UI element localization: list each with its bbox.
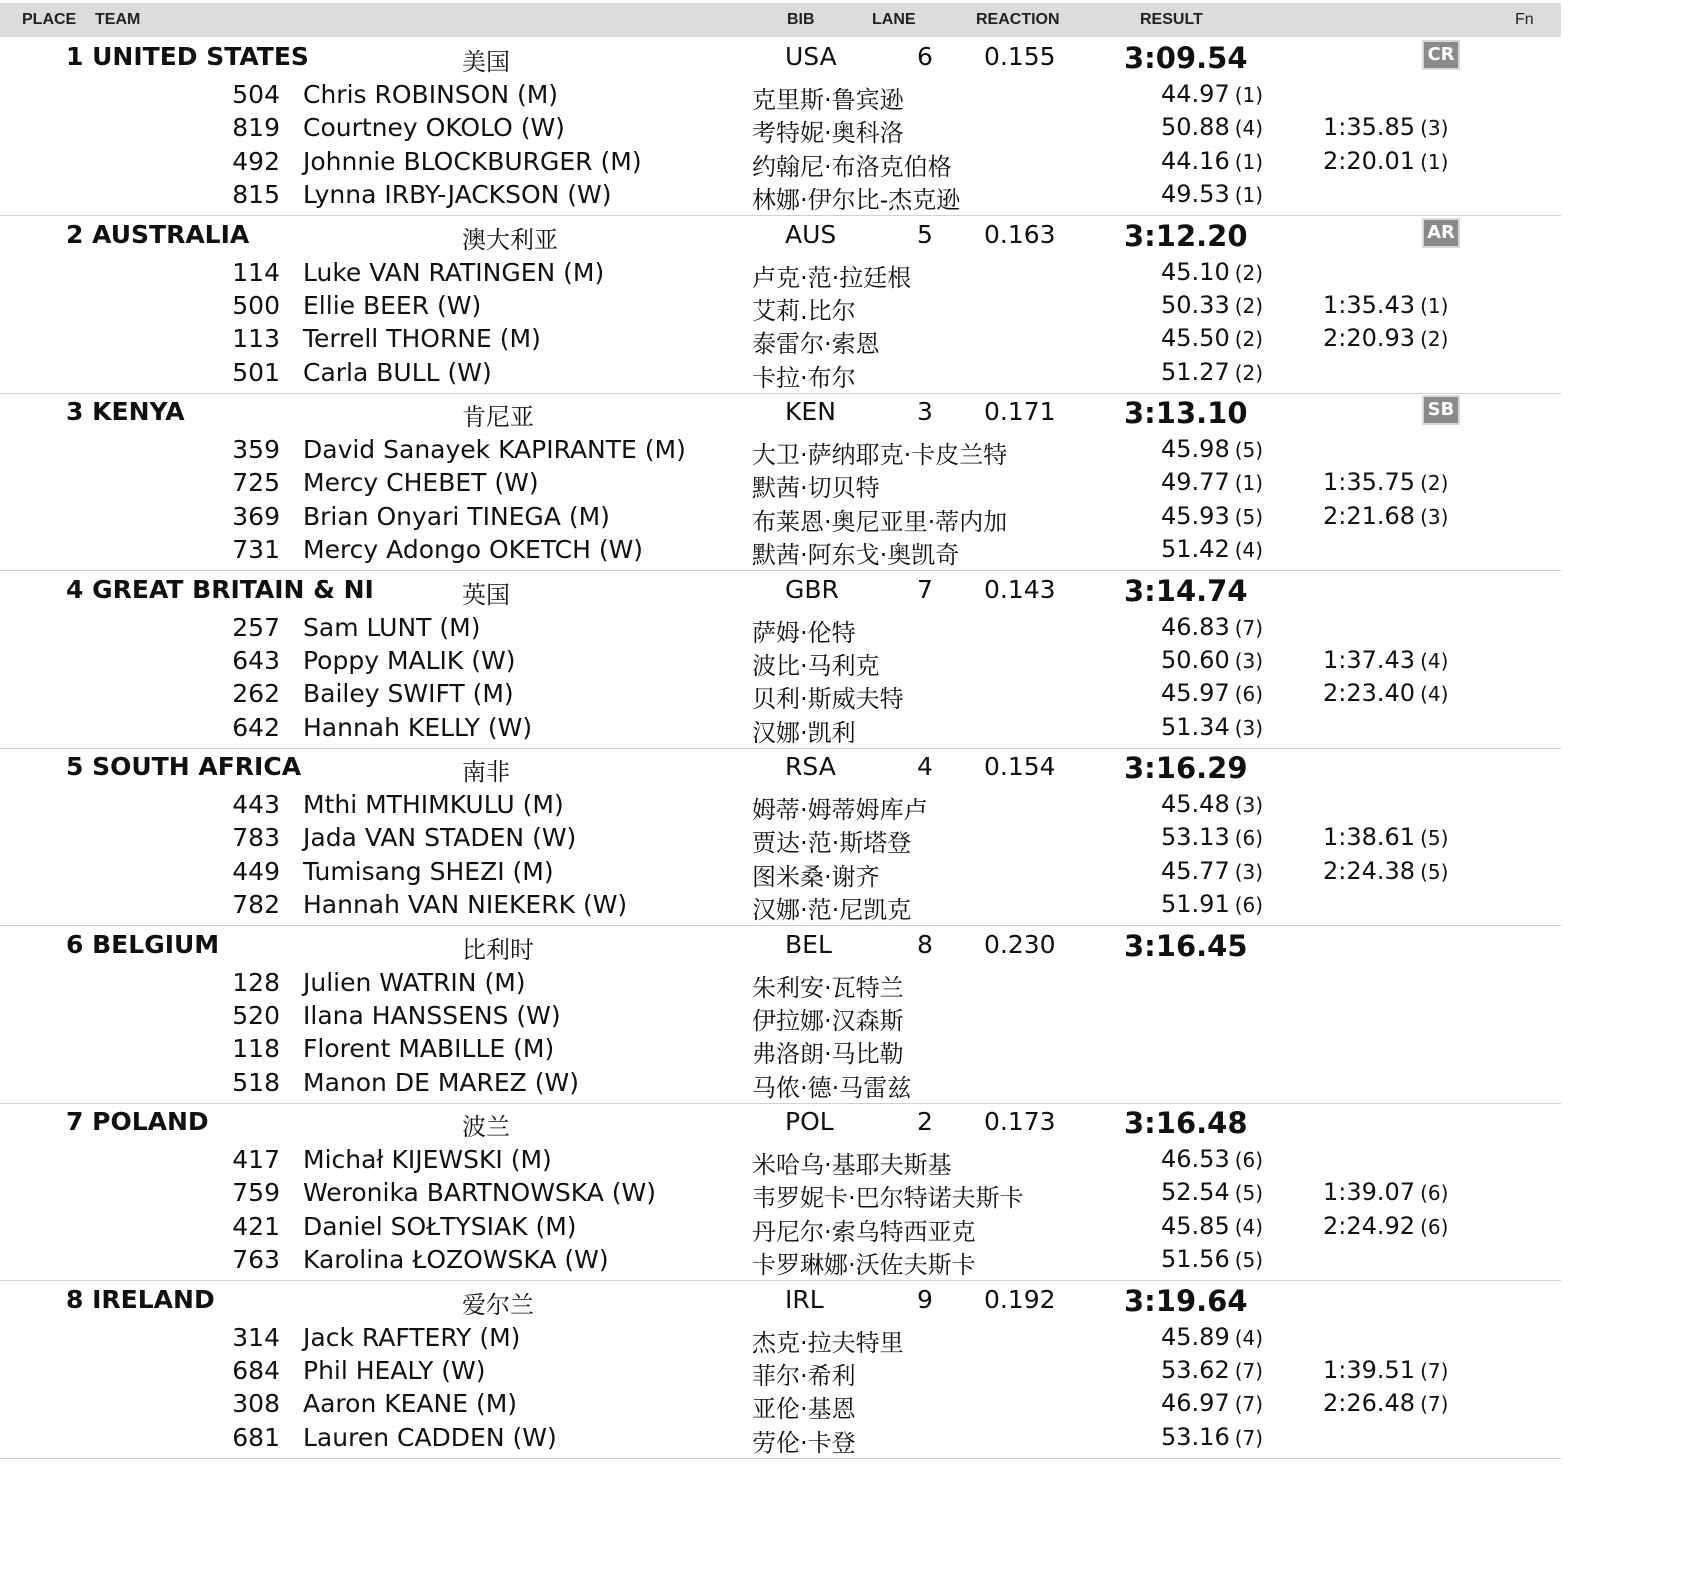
athlete-split: 51.34 (3) <box>1161 712 1264 741</box>
athlete-cumulative: 2:24.92 (6) <box>1323 1211 1449 1240</box>
team-code: GBR <box>785 574 839 604</box>
team-row <box>0 926 1561 964</box>
athlete-name-cn: 汉娜·凯利 <box>752 718 856 747</box>
athlete-row <box>0 1352 1561 1390</box>
athlete-name-cn: 大卫·萨纳耶克·卡皮兰特 <box>752 441 1008 469</box>
athlete-split: 52.54 (5) <box>1161 1178 1264 1207</box>
athlete-name-cn: 米哈乌·基耶夫斯基 <box>752 1151 952 1179</box>
athlete-split: 49.53 (1) <box>1161 180 1264 209</box>
athlete-split: 49.77 (1) <box>1161 468 1264 497</box>
athlete-cumulative <box>1323 80 1328 108</box>
team-lane: 6 <box>917 42 933 71</box>
athlete-name: Hannah VAN NIEKERK (W) <box>303 890 628 920</box>
athlete-split: 45.10 (2) <box>1161 257 1264 286</box>
team-country-cn: 肯尼亚 <box>462 403 534 431</box>
header-reaction: REACTION <box>976 11 1060 28</box>
athlete-name-cn: 丹尼尔·索乌特西亚克 <box>752 1217 976 1246</box>
team-result: 3:13.10 <box>1124 396 1248 430</box>
athlete-name: Bailey SWIFT (M) <box>303 679 514 709</box>
athlete-cumulative <box>1323 358 1328 386</box>
athlete-row <box>0 1174 1561 1213</box>
athlete-split: 50.33 (2) <box>1161 290 1264 319</box>
athlete-split: 45.77 (3) <box>1161 856 1264 885</box>
athlete-bib: 359 <box>232 435 280 464</box>
athlete-name: Terrell THORNE (M) <box>303 324 541 354</box>
athlete-name: Aaron KEANE (M) <box>303 1389 518 1419</box>
athlete-name: David Sanayek KAPIRANTE (M) <box>303 435 686 464</box>
header-lane: LANE <box>872 11 916 28</box>
athlete-cumulative <box>1323 1068 1328 1096</box>
team-place-country: 7 POLAND <box>66 1107 209 1136</box>
team-result: 3:14.74 <box>1124 573 1248 608</box>
team-reaction: 0.173 <box>984 1107 1056 1136</box>
athlete-cumulative: 1:39.51 (7) <box>1323 1355 1449 1384</box>
athlete-name-cn: 图米桑·谢齐 <box>752 862 880 891</box>
athlete-split: 51.91 (6) <box>1161 890 1264 919</box>
athlete-name: Poppy MALIK (W) <box>303 645 516 675</box>
athlete-name: Julien WATRIN (M) <box>303 967 526 997</box>
athlete-bib: 114 <box>232 257 280 287</box>
athlete-row <box>0 1208 1561 1246</box>
athlete-split <box>1161 1068 1166 1096</box>
athlete-name-cn: 卡罗琳娜·沃佐夫斯卡 <box>752 1251 976 1280</box>
athlete-split: 46.83 (7) <box>1161 612 1264 641</box>
athlete-name: Phil HEALY (W) <box>303 1355 486 1385</box>
athlete-row <box>0 786 1561 824</box>
team-row <box>0 216 1561 254</box>
athlete-cumulative <box>1323 890 1328 918</box>
athlete-split: 44.16 (1) <box>1161 146 1264 175</box>
athlete-cumulative <box>1323 1034 1328 1062</box>
athlete-cumulative <box>1323 535 1328 563</box>
team-block <box>0 393 1561 571</box>
team-reaction: 0.163 <box>984 219 1056 249</box>
header-fn: Fn <box>1515 11 1534 28</box>
record-badge: CR <box>1422 40 1460 70</box>
athlete-split: 50.60 (3) <box>1161 645 1264 674</box>
athlete-row <box>0 1064 1561 1102</box>
athlete-bib: 819 <box>232 113 280 143</box>
athlete-row <box>0 642 1561 680</box>
athlete-name-cn: 姆蒂·姆蒂姆库卢 <box>752 796 928 824</box>
team-place-country: 5 SOUTH AFRICA <box>66 752 302 781</box>
athlete-cumulative <box>1323 1245 1328 1273</box>
athlete-name: Daniel SOŁTYSIAK (M) <box>303 1211 577 1241</box>
athlete-bib: 369 <box>232 501 280 531</box>
athlete-split: 45.93 (5) <box>1161 501 1264 530</box>
team-lane: 8 <box>917 929 933 959</box>
athlete-name-cn: 菲尔·希利 <box>752 1361 856 1390</box>
athlete-name: Johnnie BLOCKBURGER (M) <box>303 146 642 176</box>
team-country-cn: 英国 <box>462 580 510 609</box>
athlete-cumulative: 2:23.40 (4) <box>1323 679 1449 708</box>
athlete-split <box>1161 968 1166 996</box>
team-lane: 5 <box>917 219 933 249</box>
athlete-cumulative: 1:39.07 (6) <box>1323 1178 1449 1207</box>
team-place-country: 3 KENYA <box>66 397 185 426</box>
athlete-bib: 642 <box>232 712 280 742</box>
athlete-bib: 118 <box>232 1034 280 1064</box>
athlete-name-cn: 考特妮·奥科洛 <box>752 119 904 148</box>
team-country-cn: 美国 <box>462 48 510 76</box>
athlete-cumulative: 1:38.61 (5) <box>1323 823 1449 852</box>
athlete-name: Karolina ŁOZOWSKA (W) <box>303 1245 609 1275</box>
athlete-cumulative <box>1323 180 1328 208</box>
athlete-row <box>0 254 1561 292</box>
athlete-cumulative <box>1323 713 1328 741</box>
athlete-split: 45.89 (4) <box>1161 1322 1264 1351</box>
athlete-bib: 500 <box>232 290 280 320</box>
athlete-split: 46.53 (6) <box>1161 1145 1264 1173</box>
athlete-name: Jack RAFTERY (M) <box>303 1322 521 1352</box>
athlete-name: Manon DE MAREZ (W) <box>303 1067 579 1097</box>
athlete-row <box>0 709 1561 747</box>
team-code: RSA <box>785 752 836 781</box>
team-code: KEN <box>785 397 836 426</box>
column-header-bar <box>0 3 1561 37</box>
team-place-country: 2 AUSTRALIA <box>66 219 250 249</box>
athlete-bib: 783 <box>232 823 280 853</box>
athlete-bib: 782 <box>232 890 280 920</box>
team-block <box>0 926 1561 1104</box>
athlete-bib: 443 <box>232 790 280 819</box>
athlete-bib: 520 <box>232 1000 280 1030</box>
athlete-bib: 725 <box>232 468 280 498</box>
athlete-split: 51.56 (5) <box>1161 1245 1264 1274</box>
team-country-cn: 澳大利亚 <box>462 225 558 254</box>
athlete-cumulative <box>1323 968 1328 996</box>
athlete-bib: 113 <box>232 324 280 354</box>
header-place: PLACE <box>22 11 77 28</box>
athlete-split: 45.85 (4) <box>1161 1211 1264 1240</box>
team-row <box>0 1103 1561 1141</box>
athlete-row <box>0 886 1561 925</box>
athlete-name-cn: 卡拉·布尔 <box>752 363 856 392</box>
athlete-name-cn: 马侬·德·马雷兹 <box>752 1073 912 1102</box>
athlete-name-cn: 布莱恩·奥尼亚里·蒂内加 <box>752 507 1008 536</box>
athlete-name: Lauren CADDEN (W) <box>303 1422 557 1452</box>
athlete-name: Brian Onyari TINEGA (M) <box>303 501 610 531</box>
athlete-bib: 128 <box>232 967 280 997</box>
team-country-cn: 比利时 <box>462 935 534 964</box>
athlete-split: 53.62 (7) <box>1161 1355 1264 1384</box>
team-row <box>0 571 1561 609</box>
athlete-cumulative: 2:20.93 (2) <box>1323 324 1449 353</box>
athlete-cumulative: 1:35.75 (2) <box>1323 468 1449 497</box>
team-row <box>0 748 1561 786</box>
athlete-bib: 815 <box>232 180 280 210</box>
athlete-name-cn: 伊拉娜·汉森斯 <box>752 1006 904 1035</box>
athlete-row <box>0 320 1561 359</box>
athlete-name: Ellie BEER (W) <box>303 290 482 320</box>
team-result: 3:19.64 <box>1124 1283 1248 1318</box>
team-reaction: 0.155 <box>984 42 1056 71</box>
athlete-cumulative <box>1323 1323 1328 1351</box>
athlete-name: Mercy CHEBET (W) <box>303 468 539 498</box>
athlete-name: Tumisang SHEZI (M) <box>303 856 554 886</box>
athlete-split: 51.42 (4) <box>1161 535 1264 564</box>
header-bib: BIB <box>787 11 815 28</box>
athlete-cumulative: 1:35.43 (1) <box>1323 290 1449 319</box>
athlete-bib: 504 <box>232 80 280 109</box>
athlete-name-cn: 默茜·阿东戈·奥凯奇 <box>752 541 960 570</box>
athlete-split: 53.13 (6) <box>1161 823 1264 852</box>
athlete-cumulative <box>1323 435 1328 463</box>
athlete-row <box>0 609 1561 647</box>
team-reaction: 0.154 <box>984 752 1056 781</box>
athlete-name: Michał KIJEWSKI (M) <box>303 1145 552 1174</box>
athlete-bib: 518 <box>232 1067 280 1097</box>
athlete-row <box>0 675 1561 714</box>
team-result: 3:09.54 <box>1124 41 1248 75</box>
athlete-name: Carla BULL (W) <box>303 357 492 387</box>
athlete-name: Luke VAN RATINGEN (M) <box>303 257 605 287</box>
athlete-name-cn: 朱利安·瓦特兰 <box>752 973 904 1002</box>
record-badge: SB <box>1422 395 1460 425</box>
athlete-cumulative: 2:21.68 (3) <box>1323 501 1449 530</box>
athlete-row <box>0 287 1561 325</box>
athlete-bib: 257 <box>232 612 280 642</box>
team-row <box>0 38 1561 76</box>
team-row <box>0 393 1561 431</box>
team-place-country: 8 IRELAND <box>66 1284 215 1314</box>
athlete-split: 50.88 (4) <box>1161 113 1264 142</box>
athlete-name: Mthi MTHIMKULU (M) <box>303 790 564 819</box>
team-row <box>0 1281 1561 1319</box>
athlete-name: Chris ROBINSON (M) <box>303 80 559 109</box>
team-block <box>0 1103 1561 1281</box>
team-result: 3:16.48 <box>1124 1106 1248 1140</box>
athlete-name-cn: 约翰尼·布洛克伯格 <box>752 152 952 181</box>
team-place-country: 1 UNITED STATES <box>66 42 309 71</box>
athlete-name-cn: 汉娜·范·尼凯克 <box>752 896 912 925</box>
athlete-split <box>1161 1001 1166 1029</box>
athlete-row <box>0 531 1561 570</box>
team-code: IRL <box>785 1284 824 1314</box>
athlete-split: 45.97 (6) <box>1161 679 1264 708</box>
team-result: 3:12.20 <box>1124 218 1248 253</box>
athlete-name: Florent MABILLE (M) <box>303 1034 555 1064</box>
athlete-name-cn: 默茜·切贝特 <box>752 474 880 503</box>
athlete-bib: 308 <box>232 1389 280 1419</box>
team-result: 3:16.29 <box>1124 751 1248 785</box>
team-block <box>0 216 1561 394</box>
team-lane: 7 <box>917 574 933 604</box>
athlete-cumulative: 1:35.85 (3) <box>1323 113 1449 142</box>
athlete-row <box>0 997 1561 1035</box>
athlete-bib: 501 <box>232 357 280 387</box>
athlete-bib: 421 <box>232 1211 280 1241</box>
athlete-row <box>0 1385 1561 1424</box>
athlete-name-cn: 亚伦·基恩 <box>752 1395 856 1424</box>
athlete-row <box>0 819 1561 858</box>
athlete-row <box>0 853 1561 891</box>
athlete-split: 53.16 (7) <box>1161 1422 1264 1451</box>
athlete-cumulative: 2:26.48 (7) <box>1323 1389 1449 1418</box>
athlete-row <box>0 143 1561 181</box>
athlete-cumulative <box>1323 613 1328 641</box>
athlete-row <box>0 964 1561 1002</box>
athlete-name: Weronika BARTNOWSKA (W) <box>303 1178 657 1208</box>
athlete-split: 44.97 (1) <box>1161 80 1264 108</box>
team-lane: 4 <box>917 752 933 781</box>
athlete-name-cn: 克里斯·鲁宾逊 <box>752 86 904 114</box>
athlete-bib: 759 <box>232 1178 280 1208</box>
team-reaction: 0.143 <box>984 574 1056 604</box>
athlete-bib: 262 <box>232 679 280 709</box>
athlete-row <box>0 498 1561 536</box>
athlete-bib: 681 <box>232 1422 280 1452</box>
athlete-name-cn: 波比·马利克 <box>752 651 880 680</box>
team-place-country: 4 GREAT BRITAIN & NI <box>66 574 374 604</box>
header-team: TEAM <box>95 11 141 28</box>
athlete-name-cn: 艾莉.比尔 <box>752 296 856 325</box>
header-result: RESULT <box>1140 11 1203 28</box>
athlete-bib: 314 <box>232 1322 280 1352</box>
athlete-name-cn: 贾达·范·斯塔登 <box>752 829 912 858</box>
team-code: AUS <box>785 219 837 249</box>
athlete-row <box>0 431 1561 469</box>
athlete-bib: 492 <box>232 146 280 176</box>
athlete-row <box>0 464 1561 503</box>
team-reaction: 0.171 <box>984 397 1056 426</box>
team-code: BEL <box>785 929 832 959</box>
athlete-name-cn: 杰克·拉夫特里 <box>752 1328 904 1357</box>
athlete-cumulative <box>1323 1001 1328 1029</box>
athlete-row <box>0 354 1561 392</box>
athlete-split: 46.97 (7) <box>1161 1389 1264 1418</box>
athlete-name-cn: 萨姆·伦特 <box>752 618 856 647</box>
athlete-name: Jada VAN STADEN (W) <box>303 823 577 853</box>
team-code: POL <box>785 1107 834 1136</box>
team-reaction: 0.192 <box>984 1284 1056 1314</box>
athlete-name: Sam LUNT (M) <box>303 612 481 642</box>
team-result: 3:16.45 <box>1124 928 1248 963</box>
team-block <box>0 1281 1561 1459</box>
athlete-bib: 643 <box>232 645 280 675</box>
athlete-name-cn: 林娜·伊尔比-杰克逊 <box>752 186 961 215</box>
athlete-row <box>0 1419 1561 1457</box>
athlete-row <box>0 1030 1561 1069</box>
athlete-bib: 684 <box>232 1355 280 1385</box>
athlete-name-cn: 卢克·范·拉廷根 <box>752 263 912 292</box>
team-reaction: 0.230 <box>984 929 1056 959</box>
athlete-row <box>0 1241 1561 1280</box>
athlete-name: Mercy Adongo OKETCH (W) <box>303 535 644 565</box>
athlete-cumulative: 2:24.38 (5) <box>1323 856 1449 885</box>
athlete-name: Lynna IRBY-JACKSON (W) <box>303 180 612 210</box>
athlete-cumulative: 1:37.43 (4) <box>1323 645 1449 674</box>
athlete-cumulative <box>1323 790 1328 818</box>
record-badge: AR <box>1422 218 1460 248</box>
athlete-name: Courtney OKOLO (W) <box>303 113 565 143</box>
athlete-name-cn: 泰雷尔·索恩 <box>752 330 880 359</box>
athlete-split: 45.50 (2) <box>1161 324 1264 353</box>
team-block <box>0 748 1561 926</box>
team-lane: 3 <box>917 397 933 426</box>
athlete-name-cn: 贝利·斯威夫特 <box>752 685 904 714</box>
athlete-bib: 417 <box>232 1145 280 1174</box>
athlete-cumulative <box>1323 258 1328 286</box>
athlete-name-cn: 弗洛朗·马比勒 <box>752 1040 904 1069</box>
athlete-split <box>1161 1034 1166 1062</box>
team-lane: 9 <box>917 1284 933 1314</box>
athlete-split: 45.98 (5) <box>1161 435 1264 463</box>
athlete-cumulative <box>1323 1423 1328 1451</box>
team-block <box>0 38 1561 216</box>
athlete-name-cn: 韦罗妮卡·巴尔特诺夫斯卡 <box>752 1184 1024 1213</box>
athlete-row <box>0 1141 1561 1179</box>
athlete-name-cn: 劳伦·卡登 <box>752 1428 856 1457</box>
team-country-cn: 爱尔兰 <box>462 1290 534 1319</box>
athlete-cumulative <box>1323 1145 1328 1173</box>
athlete-split: 51.27 (2) <box>1161 357 1264 386</box>
athlete-row <box>0 109 1561 148</box>
team-code: USA <box>785 42 837 71</box>
athlete-name: Ilana HANSSENS (W) <box>303 1000 561 1030</box>
athlete-row <box>0 1319 1561 1357</box>
athlete-row <box>0 76 1561 114</box>
athlete-bib: 731 <box>232 535 280 565</box>
team-place-country: 6 BELGIUM <box>66 929 220 959</box>
team-country-cn: 南非 <box>462 758 510 786</box>
athlete-name: Hannah KELLY (W) <box>303 712 533 742</box>
team-block <box>0 571 1561 749</box>
athlete-split: 45.48 (3) <box>1161 790 1264 818</box>
athlete-cumulative: 2:20.01 (1) <box>1323 146 1449 175</box>
athlete-row <box>0 176 1561 215</box>
team-country-cn: 波兰 <box>462 1113 510 1141</box>
athlete-bib: 763 <box>232 1245 280 1275</box>
athlete-bib: 449 <box>232 856 280 886</box>
team-lane: 2 <box>917 1107 933 1136</box>
